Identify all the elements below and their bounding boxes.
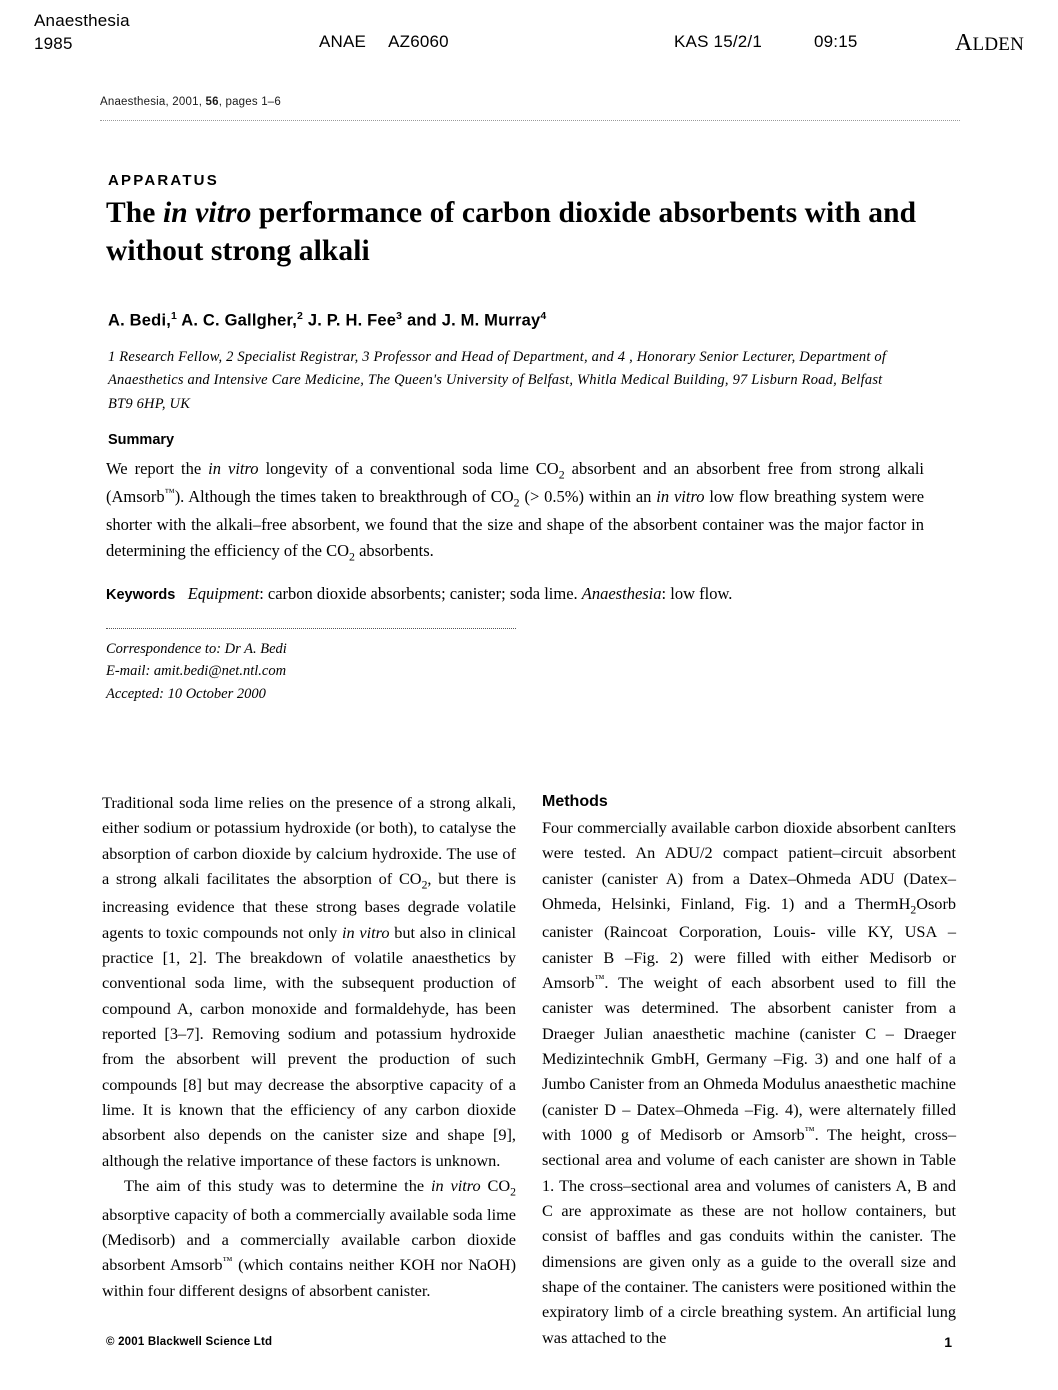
page-title xyxy=(106,195,956,271)
printer-journal-mark xyxy=(34,10,130,56)
author-list: A. Bedi,$^1$ A. C. Gallgher,$^2$ J. P. H. Fee$^3$ and J. M. Murray$^4$ xyxy=(108,310,547,330)
printer-vendor-initial: A xyxy=(954,30,973,56)
printer-code xyxy=(319,32,449,52)
title-part-2: performance of carbon dioxide absorbents with and without strong alkali xyxy=(106,197,917,267)
printer-job-mark: KAS 15/2/1 xyxy=(674,32,763,51)
correspondence-divider xyxy=(106,628,516,629)
summary-heading: Summary xyxy=(108,432,175,448)
title-part-1: The xyxy=(106,197,163,229)
running-head-pages: pages 1–6 xyxy=(225,96,281,108)
methods-heading: Methods xyxy=(542,793,608,810)
body-column-left xyxy=(102,790,516,1303)
printer-time-mark: 09:15 xyxy=(814,32,858,51)
author-affil-marker-2: 2 xyxy=(297,310,304,322)
printer-code-short: ANAE xyxy=(319,32,367,51)
keywords-block: Keywords Equipment: carbon dioxide absorbents; canister; soda lime. Anaesthesia: low flow. xyxy=(106,584,733,603)
correspondence-to: Correspondence to: Dr A. Bedi xyxy=(106,641,287,657)
printer-marks-bar xyxy=(34,10,1024,54)
correspondence-block xyxy=(106,638,606,705)
keywords-heading: Keywords xyxy=(106,587,176,603)
author-affiliation: 1 Research Fellow, 2 Specialist Registrar, 3 Professor and Head of Department, and 4 , Honorary Senior Lecturer, Department of Anaesthetics and Intensive Care Medicine, The Queen's University of Belfast, Whitla Medical Building, 97 Lisburn Road, Belfast BT9 6HP, UK xyxy=(108,349,887,412)
printer-journal-name: Anaesthesia xyxy=(34,11,130,30)
running-head-volume: 56 xyxy=(205,96,219,108)
body-column-right xyxy=(542,790,956,1350)
printer-vendor-rest: LDEN xyxy=(972,34,1024,55)
printer-journal-year: 1985 xyxy=(34,33,73,53)
running-head-year: 2001 xyxy=(172,96,199,108)
footer-copyright: © 2001 Blackwell Science Ltd xyxy=(106,1336,273,1348)
paragraph-intro-1: Traditional soda lime relies on the presence of a strong alkali, either sodium or potassium hydroxide (or both), to catalyse the absorption of carbon dioxide by calcium hydroxide. The use of a strong alkali facilitates the absorption of $CO_2$, but there is increasing evidence that these strong bases degrade volatile agents to toxic compounds not only in vitro but also in clinical practice [1, 2]. The breakdown of volatile anaesthetics by conventional soda lime, with the subsequent production of compound A, carbon monoxide and formaldehyde, has been reported [3–7]. Removing sodium and potassium hydroxide from the absorbent will prevent the production of such compounds [8] but may decrease the absorptive capacity of a lime. It is known that the efficiency of any carbon dioxide absorbent also depends on the canister size and shape [9], although the relative importance of these factors is unknown. xyxy=(102,793,517,1170)
footer-page-number: 1 xyxy=(944,1334,952,1350)
author-affil-marker-1: 1 xyxy=(171,310,178,322)
header-divider xyxy=(100,120,960,121)
paragraph-intro-2: The aim of this study was to determine the in vitro $CO_2$ absorptive capacity of both a commercially available soda lime (Medisorb) and a commercially available carbon dioxide absorbent Amsorb™ (which contains neither KOH nor NaOH) within four different designs of absorbent canister. xyxy=(102,1176,516,1300)
author-affil-marker-3: 3 xyxy=(396,310,403,322)
author-affil-marker-4: 4 xyxy=(540,310,547,322)
keywords-term-anaesthesia: Anaesthesia xyxy=(581,584,662,603)
running-head: Anaesthesia, 2001, 56, pages 1–6 xyxy=(100,96,281,108)
correspondence-email[interactable]: E-mail: amit.bedi@net.ntl.com xyxy=(106,663,287,680)
title-italic-phrase: in vitro xyxy=(162,197,252,229)
accepted-date: Accepted: 10 October 2000 xyxy=(106,685,266,702)
keywords-term-equipment: Equipment xyxy=(187,584,260,603)
article-section-label: APPARATUS xyxy=(108,172,219,189)
paragraph-methods-1: Four commercially available carbon dioxide absorbent canIters were tested. An ADU/2 compact patient–circuit absorbent canister (canister A) from a Datex–Ohmeda ADU (Datex–Ohmeda, Helsinki, Finland, Fig. 1) and a ThermH$_2$Osorb canister (Raincoat Corporation, Louis- ville KY, USA – canister B –Fig. 2) were filled with either Medisorb or Amsorb™. The weight of each absorbent used to fill the canister was determined. The absorbent canister from a Draeger Julian anaesthetic machine (canister C – Draeger Medizintechnik GmbH, Germany –Fig. 3) and one half of a Jumbo Canister from an Ohmeda Modulus anaesthetic machine (canister D – Datex–Ohmeda –Fig. 4), were alternately filled with 1000 g of Medisorb or Amsorb™. The height, cross–sectional area and volume of each canister are shown in Table 1. The cross–sectional area and volumes of canisters A, B and C are approximate as these are not hollow containers, but consist of baffles and gas conduits within the canister. The dimensions are given only as a guide to the overall size and shape of the container. The canisters were positioned within the expiratory limb of a circle breathing system. An artificial lung was attached to the xyxy=(542,817,956,1347)
summary-text: We report the in vitro longevity of a conventional soda lime $CO_2$ absorbent and an absorbent free from strong alkali (Amsorb™). Although the times taken to breakthrough of $CO_2$ (> 0.5%) within an in vitro low flow breathing system were shorter with the alkali–free absorbent, we found that the size and shape of the absorbent container was the major factor in determining the efficiency of the $CO_2$ absorbents. xyxy=(106,459,925,564)
printer-vendor-mark xyxy=(955,30,1024,57)
running-head-journal: Anaesthesia xyxy=(100,96,166,108)
printer-code-long: AZ6060 xyxy=(388,32,449,51)
